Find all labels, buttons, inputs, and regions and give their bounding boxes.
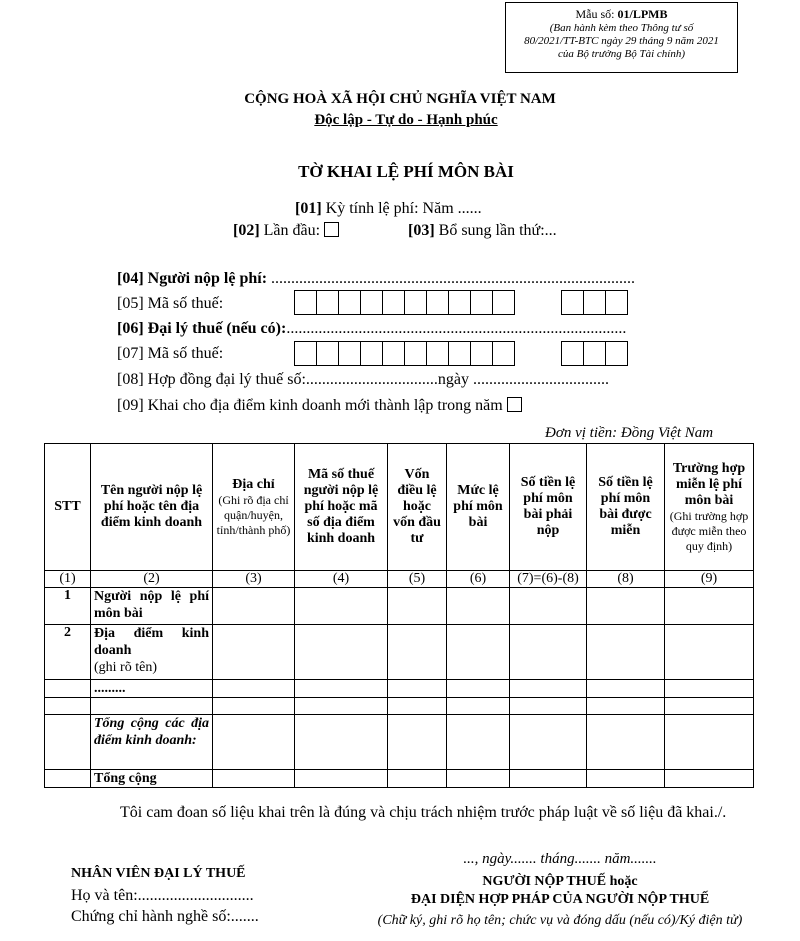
table-row	[45, 698, 754, 715]
header-exempt-case: Trường hợp miễn lệ phí môn bài (Ghi trường hợp được miễn theo quy định)	[665, 444, 754, 571]
field-07-label: [07] Mã số thuế:	[117, 345, 224, 362]
document-title: TỜ KHAI LỆ PHÍ MÔN BÀI	[298, 162, 514, 181]
header-fee-level: Mức lệ phí môn bài	[447, 444, 510, 571]
field-05-label: [05] Mã số thuế:	[117, 295, 224, 312]
header-address: Địa chỉ (Ghi rõ địa chỉ quận/huyện, tỉnh/thành phố)	[213, 444, 295, 571]
table-row: Tổng cộng	[45, 770, 754, 788]
field-03: [03] Bổ sung lần thứ:...	[408, 222, 557, 239]
tax-code-suffix-05[interactable]	[561, 290, 627, 315]
table-row: .........	[45, 680, 754, 698]
header-capital: Vốn điều lệ hoặc vốn đầu tư	[388, 444, 447, 571]
field-01: [01] Kỳ tính lệ phí: Năm ......	[295, 200, 482, 217]
fee-table	[44, 443, 754, 788]
date-line: ..., ngày....... tháng....... năm.......	[463, 851, 657, 867]
tax-code-boxes-05[interactable]	[294, 290, 514, 315]
column-number-row: (1) (2) (3) (4) (5) (6) (7)=(6)-(8) (8) (9)	[45, 571, 754, 588]
taxpayer-title: NGƯỜI NỘP THUẾ hoặc	[482, 874, 638, 889]
tax-code-boxes-07[interactable]	[294, 341, 514, 366]
form-note-3: của Bộ trưởng Bộ Tài chính)	[557, 48, 686, 60]
header-name: Tên người nộp lệ phí hoặc tên địa điểm kinh doanh	[91, 444, 213, 571]
form-note-2: 80/2021/TT-BTC ngày 29 tháng 9 năm 2021	[524, 35, 719, 47]
field-02: [02] Lần đầu:	[233, 222, 339, 240]
declaration: Tôi cam đoan số liệu khai trên là đúng và chịu trách nhiệm trước pháp luật về số liệu đã khai./.	[120, 804, 727, 821]
table-row: Tổng cộng các địa điểm kinh doanh:	[45, 715, 754, 770]
header-tax-code: Mã số thuế người nộp lệ phí hoặc mã số địa điểm kinh doanh	[295, 444, 388, 571]
field-04[interactable]: [04] Người nộp lệ phí: ...........................................................................................	[117, 270, 636, 287]
agent-title: NHÂN VIÊN ĐẠI LÝ THUẾ	[71, 866, 246, 881]
legal-representative-title: ĐẠI DIỆN HỢP PHÁP CỦA NGƯỜI NỘP THUẾ	[410, 892, 710, 907]
field-09: [09] Khai cho địa điểm kinh doanh mới thành lập trong năm	[117, 397, 522, 415]
field-06[interactable]: [06] Đại lý thuế (nếu có):.....................................................................................	[117, 320, 627, 337]
nation-title: CỘNG HOÀ XÃ HỘI CHỦ NGHĨA VIỆT NAM	[244, 91, 556, 107]
form-code: Mẫu số: 01/LPMB	[575, 7, 668, 21]
header-stt: STT	[45, 444, 91, 571]
table-row: 2 Địa điểm kinh doanh (ghi rõ tên)	[45, 625, 754, 680]
tax-code-suffix-07[interactable]	[561, 341, 627, 366]
header-fee-exempt: Số tiền lệ phí môn bài được miễn	[587, 444, 665, 571]
first-time-checkbox[interactable]	[324, 222, 339, 237]
motto: Độc lập - Tự do - Hạnh phúc	[314, 112, 498, 128]
form-code-box	[505, 2, 738, 73]
signature-note: (Chữ ký, ghi rõ họ tên; chức vụ và đóng dấu (nếu có)/Ký điện tử)	[377, 913, 743, 928]
agent-name[interactable]: Họ và tên:.............................	[71, 887, 254, 904]
form-note-1: (Ban hành kèm theo Thông tư số	[549, 22, 694, 34]
agent-certificate[interactable]: Chứng chỉ hành nghề số:.......	[71, 908, 259, 925]
header-fee-payable: Số tiền lệ phí môn bài phải nộp	[510, 444, 587, 571]
currency-unit: Đơn vị tiền: Đồng Việt Nam	[545, 425, 714, 441]
new-location-checkbox[interactable]	[507, 397, 522, 412]
table-row: 1 Người nộp lệ phí môn bài	[45, 588, 754, 625]
field-08[interactable]: [08] Hợp đồng đại lý thuế số:.................................ngày ..................................	[117, 371, 609, 388]
